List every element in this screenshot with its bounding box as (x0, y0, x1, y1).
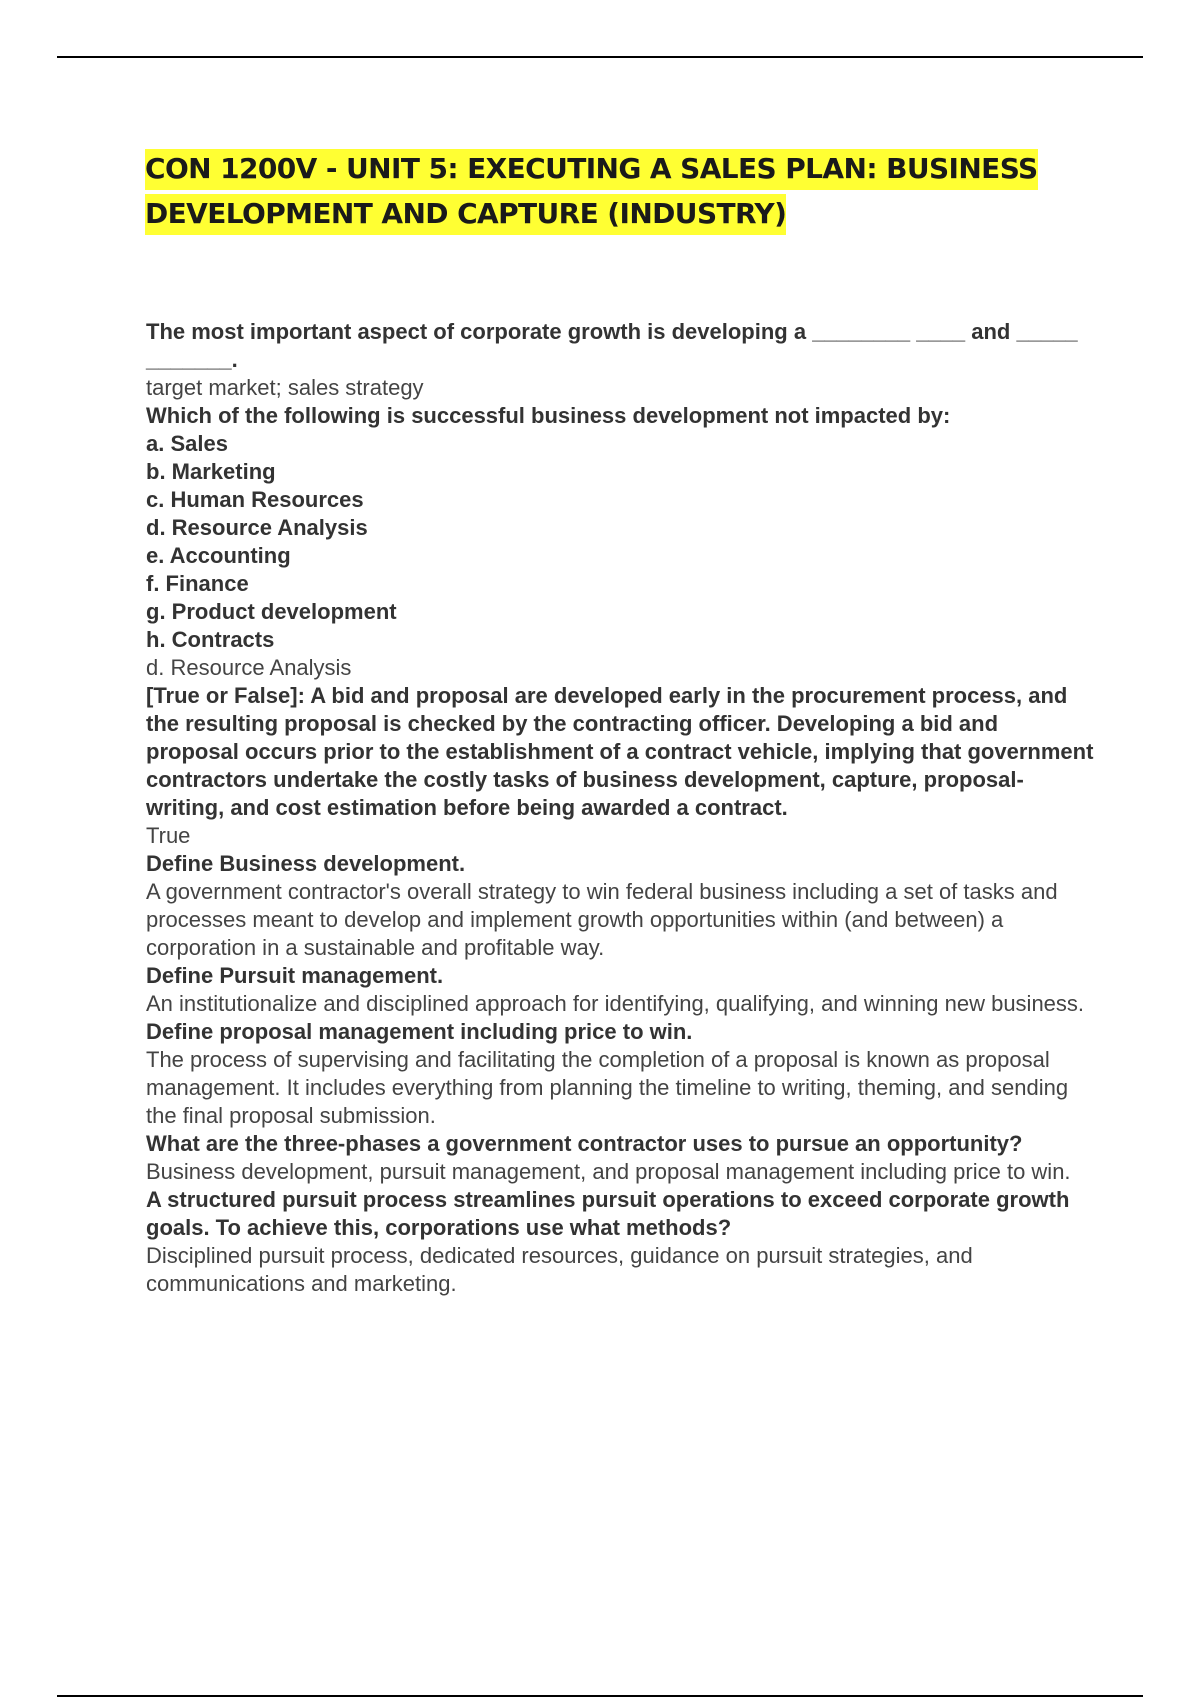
option-d: d. Resource Analysis (146, 515, 368, 540)
bottom-rule (57, 1695, 1143, 1697)
option-b: b. Marketing (146, 459, 276, 484)
qa-list (146, 318, 1096, 1298)
option-h: h. Contracts (146, 627, 275, 652)
answer-1: target market; sales strategy (146, 375, 424, 400)
top-rule (57, 56, 1143, 58)
answer-7: Business development, pursuit management, and proposal management including price to win. (146, 1159, 1071, 1184)
question-5: Define Pursuit management. (146, 963, 444, 988)
question-4: Define Business development. (146, 851, 466, 876)
question-3: [True or False]: A bid and proposal are developed early in the procurement process, and the resulting proposal is checked by the contracting officer. Developing a bid and proposal occurs prior to the establishment of a contract vehicle, implying that government contractors undertake the costly tasks of business development, capture, proposal-writing, and cost estimation before being awarded a contract. (146, 683, 1094, 820)
option-c: c. Human Resources (146, 487, 364, 512)
question-7: What are the three-phases a government contractor uses to pursue an opportunity? (146, 1131, 1023, 1156)
option-e: e. Accounting (146, 543, 291, 568)
option-a: a. Sales (146, 431, 228, 456)
answer-5: An institutionalize and disciplined approach for identifying, qualifying, and winning new business. (146, 991, 1085, 1016)
question-1: The most important aspect of corporate growth is developing a ________ ____ and _____ _______. (146, 319, 1078, 372)
title-highlight: CON 1200V - UNIT 5: EXECUTING A SALES PLAN: BUSINESS DEVELOPMENT AND CAPTURE (INDUSTRY) (145, 149, 1038, 235)
option-f: f. Finance (146, 571, 249, 596)
answer-4: A government contractor's overall strategy to win federal business including a set of tasks and processes meant to develop and implement growth opportunities within (and between) a corporation in a sustainable and profitable way. (146, 879, 1058, 960)
option-g: g. Product development (146, 599, 397, 624)
question-6: Define proposal management including price to win. (146, 1019, 693, 1044)
answer-6: The process of supervising and facilitating the completion of a proposal is known as proposal management. It includes everything from planning the timeline to writing, theming, and sending the final proposal submission. (146, 1047, 1069, 1128)
question-8: A structured pursuit process streamlines pursuit operations to exceed corporate growth goals. To achieve this, corporations use what methods? (146, 1187, 1070, 1240)
answer-2: d. Resource Analysis (146, 655, 352, 680)
answer-3: True (146, 823, 191, 848)
page-title (145, 146, 1125, 236)
answer-8: Disciplined pursuit process, dedicated resources, guidance on pursuit strategies, and communications and marketing. (146, 1243, 973, 1296)
question-2: Which of the following is successful business development not impacted by: (146, 403, 951, 428)
